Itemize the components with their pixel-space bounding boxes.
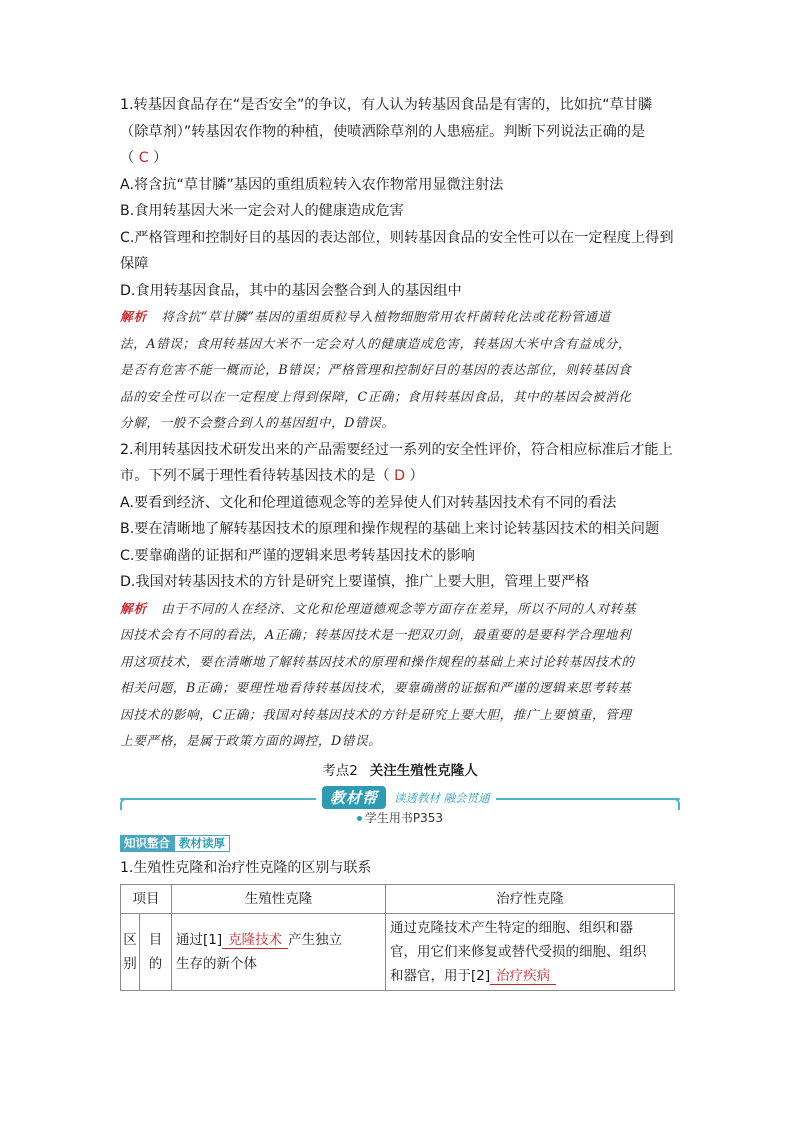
table-header-row: [121, 884, 675, 913]
q1-answer-close: ）: [148, 150, 168, 166]
q2-stem-text: 市。下列不属于理性看待转基因技术的是（: [120, 468, 395, 484]
section-number: 考点2: [322, 762, 358, 779]
q1-explanation-tag: 解析: [120, 309, 148, 324]
table-row-purpose: [121, 913, 675, 990]
repro-blank-answer: 克隆技术: [222, 932, 288, 949]
tag-textbook: 教材读厚: [174, 835, 230, 852]
q2-explanation-line5: 因技术的影响，C正确；我国对转基因技术的方针是研究上要大胆，推广上要慎重，管理: [120, 706, 632, 722]
q1-option-d: D.食用转基因食品，其中的基因会整合到人的基因组中: [120, 282, 462, 299]
section-heading: [120, 759, 680, 783]
q1-option-c-line1: C.严格管理和控制好目的基因的表达部位，则转基因食品的安全性可以在一定程度上得到: [120, 229, 674, 246]
q2-explanation-line6: 上要严格，是属于政策方面的调控，D错误。: [120, 733, 382, 748]
repro-line2: 生存的新个体: [176, 955, 257, 972]
q2-stem-line1: 2.利用转基因技术研发出来的产品需要经过一系列的安全性评价，符合相应标准后才能上: [120, 441, 673, 458]
q1-stem-line2: （除草剂）”转基因农作物的种植，使喷洒除草剂的人患癌症。判断下列说法正确的是: [120, 123, 646, 140]
thera-line2: 官，用它们来修复或替代受损的细胞、组织: [390, 943, 647, 960]
q1-explanation-line4: 品的安全性可以在一定程度上得到保障，C正确；食用转基因食品，其中的基因会被消化: [120, 388, 632, 404]
banner-rule-left-corner: [120, 798, 130, 810]
q2-explanation-tag: 解析: [120, 600, 148, 616]
q2-explanation-text1: 由于不同的人在经济、文化和伦理道德观念等方面存在差异，所以不同的人对转基: [161, 600, 637, 616]
q2-answer: D: [394, 468, 406, 484]
row-label-purpose: 目的: [140, 913, 172, 990]
q2-option-d: D.我国对转基因技术的方针是研究上要谨慎，推广上要大胆，管理上要严格: [120, 574, 590, 590]
header-therapeutic-cloning: 治疗性克隆: [386, 884, 675, 913]
header-reproductive-cloning: 生殖性克隆: [172, 884, 386, 913]
row-group-char2: 别: [123, 955, 137, 972]
q1-explanation-text1: 将含抗“草甘膦”基因的重组质粒导入植物细胞常用农杆菌转化法或花粉管通道: [161, 309, 611, 324]
section-tags: [120, 835, 680, 852]
q2-explanation-line4: 相关问题，B正确；要理性地看待转基因技术，要靠确凿的证据和严谨的逻辑来思考转基: [120, 680, 632, 695]
textbook-banner: [120, 787, 680, 809]
banner-badge: [316, 787, 496, 809]
banner-mark: 教材帮: [322, 786, 386, 809]
section-title: 关注生殖性克隆人: [369, 762, 478, 779]
thera-prefix: 和器官，用于[2]: [390, 967, 491, 984]
q2-option-a: A.要看到经济、文化和伦理道德观念等的差异使人们对转基因技术有不同的看法: [120, 494, 617, 511]
thera-line1: 通过克隆技术产生特定的细胞、组织和器: [390, 919, 633, 936]
thera-blank-answer: 治疗疾病: [490, 968, 556, 985]
q1-option-b: B.食用转基因大米一定会对人的健康造成危害: [120, 203, 404, 219]
q1-explanation-line3: 是否有危害不能一概而论，B错误；严格管理和控制好目的基因的表达部位，则转基因食: [120, 362, 632, 377]
banner-rule-right-corner: [670, 798, 680, 810]
bullet-dot-icon: [357, 816, 362, 821]
repro-prefix: 通过[1]: [176, 931, 223, 948]
header-item: 项目: [121, 884, 172, 913]
banner-slogan: 读透教材 融会贯通: [394, 790, 490, 805]
q1-explanation-line5: 分解，一般不会整合到人的基因组中，D错误。: [120, 415, 395, 430]
q1-stem-line1: 1.转基因食品存在“是否安全”的争议，有人认为转基因食品是有害的，比如抗“草甘膦: [120, 97, 653, 113]
q2-stem-line2: [120, 463, 680, 490]
q1-explanation-line1: [120, 304, 680, 331]
q2-explanation-line2: 因技术会有不同的看法，A正确；转基因技术是一把双刃剑，最重要的是要科学合理地利: [120, 627, 632, 642]
book-reference-text: 学生用书P353: [364, 810, 444, 825]
q2-explanation-line3: 用这项技术，要在清晰地了解转基因技术的原理和操作规程的基础上来讨论转基因技术的: [120, 653, 635, 669]
comparison-table: [120, 884, 675, 991]
q2-option-c: C.要靠确凿的证据和严谨的逻辑来思考转基因技术的影响: [120, 547, 475, 564]
book-reference: [120, 809, 680, 827]
cell-reproductive-purpose: [172, 913, 386, 990]
q2-option-b: B.要在清晰地了解转基因技术的原理和操作规程的基础上来讨论转基因技术的相关问题: [120, 521, 660, 537]
page: [120, 92, 680, 991]
row-group-char1: 区: [123, 931, 137, 948]
q1-answer-line: [120, 145, 680, 172]
q1-answer: C: [138, 150, 149, 166]
subheading: 1.生殖性克隆和治疗性克隆的区别与联系: [120, 859, 372, 876]
q2-answer-close: ）: [405, 468, 424, 484]
q1-answer-open: （: [120, 150, 139, 166]
q1-explanation-line2: 法，A错误；食用转基因大米不一定会对人的健康造成危害，转基因大米中含有益成分，: [120, 335, 632, 351]
cell-therapeutic-purpose: [386, 913, 675, 990]
tag-knowledge: 知识整合: [120, 835, 174, 852]
repro-suffix: 产生独立: [288, 931, 343, 948]
q1-option-c-line2: 保障: [120, 256, 149, 272]
q2-explanation-line1: [120, 596, 680, 623]
row-group-difference: [121, 913, 140, 990]
q1-option-a: A.将含抗“草甘膦”基因的重组质粒转入农作物常用显微注射法: [120, 176, 504, 193]
